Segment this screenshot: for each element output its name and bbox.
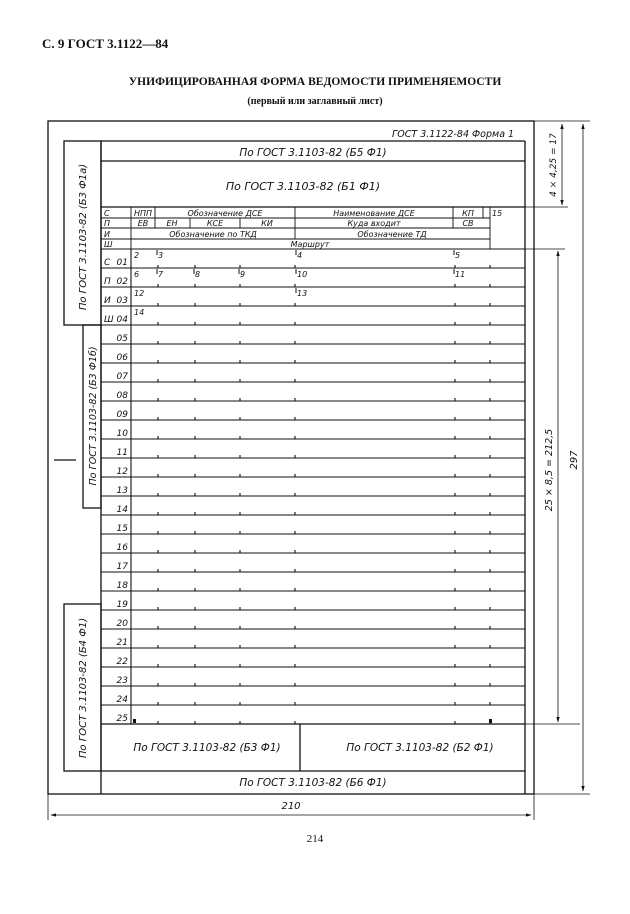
head-designation-dse: Обозначение ДСЕ (187, 209, 263, 218)
row-number: 12 (116, 467, 128, 477)
head-col15: 15 (492, 209, 503, 218)
field-number: 14 (134, 308, 145, 317)
field-number: 12 (134, 289, 145, 298)
dim-width-text: 210 (281, 801, 301, 812)
field-number: 11 (455, 270, 466, 279)
row-number: 22 (116, 657, 128, 667)
head-name-dse: Наименование ДСЕ (333, 209, 415, 218)
row-prefix: И (104, 296, 111, 306)
block-b3-label: По ГОСТ 3.1103-82 (Б3 Ф1) (133, 742, 281, 754)
side-b4-label: По ГОСТ 3.1103-82 (Б4 Ф1) (78, 617, 89, 759)
field-number: 8 (195, 270, 201, 279)
dim-rows-text: 25 × 8,5 = 212,5 (544, 428, 555, 512)
side-b3a-label: По ГОСТ 3.1103-82 (Б3 Ф1а) (78, 163, 89, 311)
row-prefix: Ш (104, 315, 114, 325)
field-number: 4 (297, 251, 303, 260)
field-number: 6 (134, 270, 140, 279)
block-b2-label: По ГОСТ 3.1103-82 (Б2 Ф1) (346, 742, 494, 754)
block-b1-label: По ГОСТ 3.1103-82 (Б1 Ф1) (225, 180, 381, 193)
form-title: УНИФИЦИРОВАННАЯ ФОРМА ВЕДОМОСТИ ПРИМЕНЯЕМОСТИ (128, 76, 502, 88)
field-number: 3 (158, 251, 164, 260)
row-number: 23 (116, 676, 128, 686)
dim-height-text: 297 (569, 450, 580, 470)
head-kse: КСЕ (206, 219, 224, 228)
dim-top-text: 4 × 4,25 = 17 (549, 133, 559, 197)
row-number: 02 (116, 277, 128, 287)
row-number: 14 (116, 505, 128, 515)
field-number: 5 (455, 251, 461, 260)
head-s: С (104, 209, 110, 218)
form-subtitle: (первый или заглавный лист) (247, 96, 383, 107)
row-number: 24 (116, 695, 128, 705)
block-b5-label: По ГОСТ 3.1103-82 (Б5 Ф1) (239, 147, 387, 159)
field-number: 7 (158, 270, 164, 279)
row-number: 20 (116, 619, 128, 629)
head-designation-td: Обозначение ТД (357, 230, 427, 239)
row-end-mark (133, 719, 136, 723)
row-number: 11 (116, 448, 128, 458)
row-number: 10 (116, 429, 128, 439)
row-number: 03 (116, 296, 128, 306)
head-en: ЕН (166, 219, 178, 228)
head-ki: КИ (261, 219, 273, 228)
rows-grid (101, 249, 525, 724)
row-number: 04 (116, 315, 128, 325)
head-kp: КП (462, 209, 474, 218)
row-number: 18 (116, 581, 128, 591)
row-prefix: С (104, 258, 111, 268)
field-number: 2 (134, 251, 140, 260)
head-i: И (104, 230, 110, 239)
row-number: 13 (116, 486, 128, 496)
head-p: П (104, 219, 111, 228)
head-route: Маршрут (290, 240, 330, 249)
row-number: 19 (116, 600, 128, 610)
head-sv: СВ (462, 219, 474, 228)
row-end-mark (489, 719, 492, 723)
page-header: С. 9 ГОСТ 3.1122—84 (42, 36, 169, 51)
field-number: 13 (297, 289, 308, 298)
block-b6-label: По ГОСТ 3.1103-82 (Б6 Ф1) (239, 777, 387, 789)
row-number: 01 (116, 258, 128, 268)
head-where-goes: Куда входит (347, 219, 401, 228)
side-b3b-label: По ГОСТ 3.1103-82 (Б3 Ф1б) (88, 346, 99, 486)
row-prefix: П (104, 277, 111, 287)
head-npp: НПП (133, 209, 153, 218)
row-number: 25 (116, 714, 128, 724)
page-number: 214 (306, 833, 324, 845)
head-designation-tkd: Обозначение по ТКД (169, 230, 257, 239)
head-ev: ЕВ (137, 219, 149, 228)
field-number: 9 (240, 270, 246, 279)
row-number: 17 (116, 562, 128, 572)
row-number: 16 (116, 543, 128, 553)
row-number: 07 (116, 372, 128, 382)
row-number: 21 (116, 638, 128, 648)
head-sh: Ш (104, 240, 113, 249)
field-number: 10 (297, 270, 308, 279)
corner-label: ГОСТ 3.1122-84 Форма 1 (392, 129, 515, 140)
row-number: 08 (116, 391, 128, 401)
row-number: 06 (116, 353, 128, 363)
row-number: 15 (116, 524, 128, 534)
row-number: 05 (116, 334, 128, 344)
row-number: 09 (116, 410, 128, 420)
